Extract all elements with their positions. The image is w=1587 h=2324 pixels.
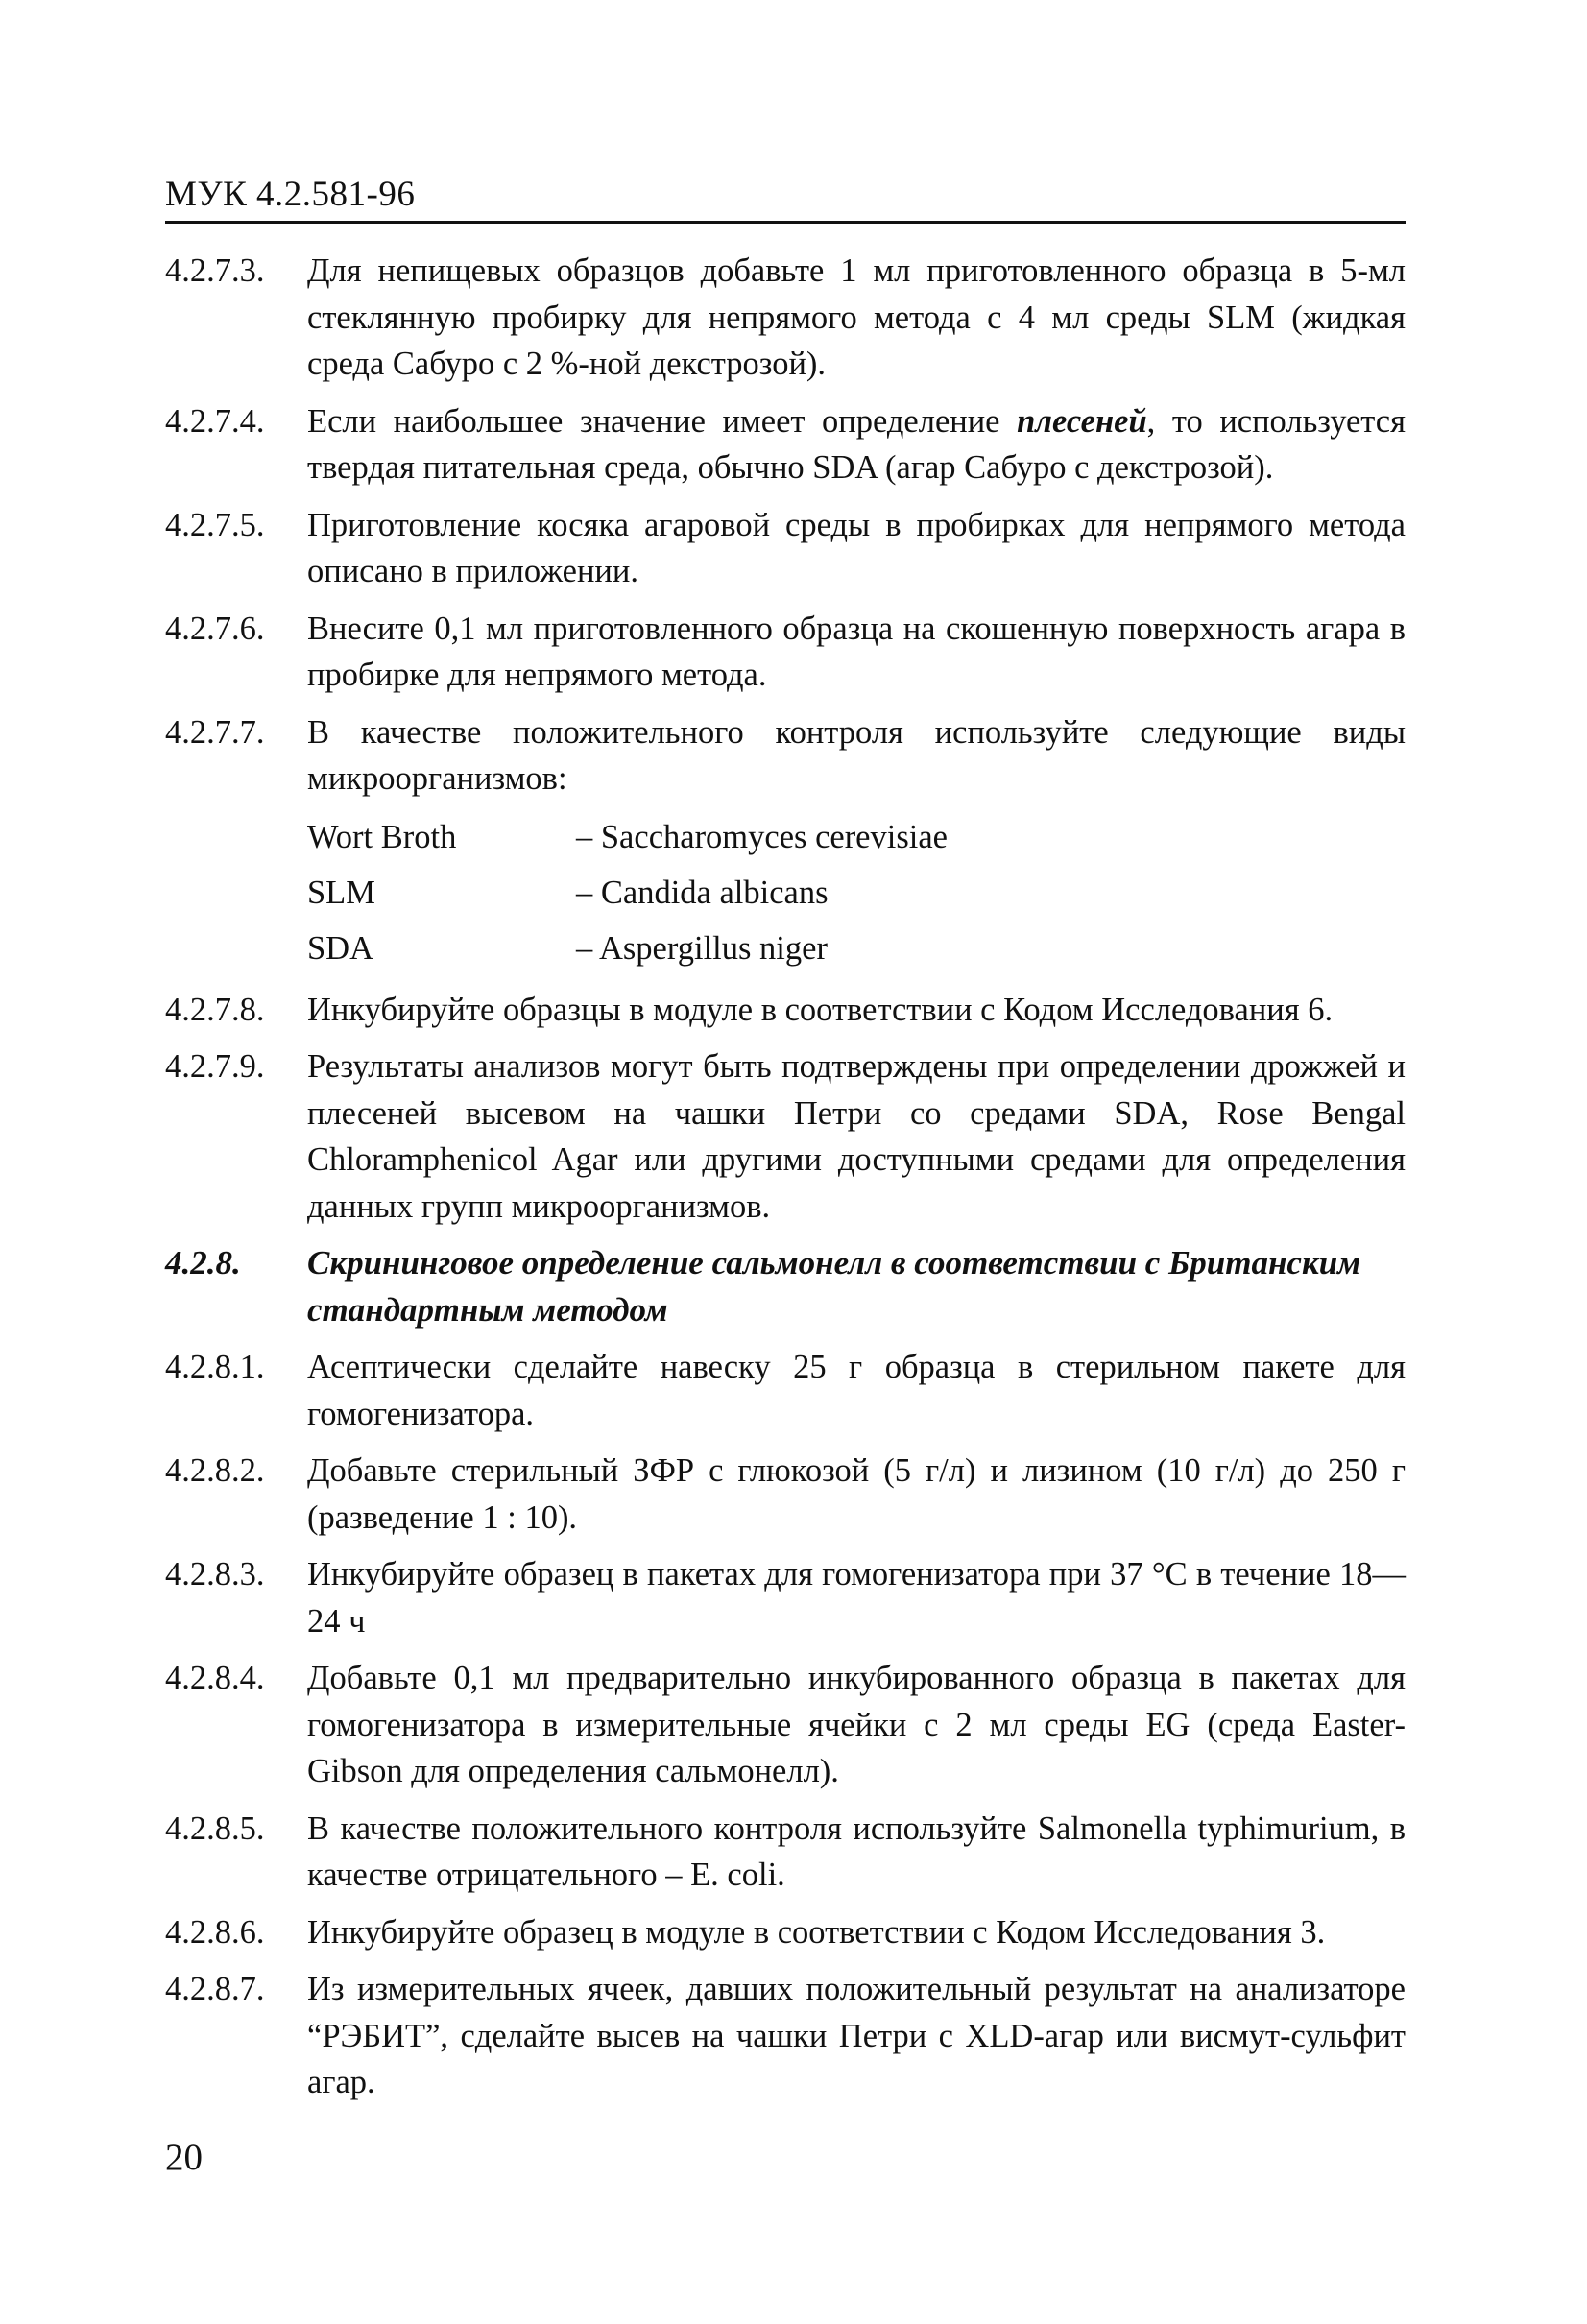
section-heading-4-2-8 — [165, 1240, 1406, 1333]
organism-name: – Saccharomyces cerevisiae — [576, 818, 948, 855]
paragraph-4-2-7-3 — [165, 248, 1406, 388]
paragraph-number: 4.2.8.2. — [165, 1452, 265, 1489]
emphasized-term: плесеней — [1017, 402, 1147, 440]
paragraph-text: Инкубируйте образцы в модуле в соответствии с Кодом Исследования 6. — [307, 991, 1334, 1028]
paragraph-number: 4.2.8.4. — [165, 1660, 265, 1696]
paragraph-4-2-8-2 — [165, 1448, 1406, 1541]
paragraph-number: 4.2.8.3. — [165, 1556, 265, 1593]
organism-row — [307, 865, 1406, 921]
paragraph-4-2-7-9 — [165, 1043, 1406, 1230]
paragraph-text: Добавьте 0,1 мл предварительно инкубированного образца в пакетах для гомогенизатора в измерительные ячейки с 2 мл среды EG (среда Easter-Gibson для определения сальмонелл). — [307, 1660, 1406, 1789]
paragraph-4-2-7-5 — [165, 502, 1406, 595]
paragraph-number: 4.2.8.7. — [165, 1971, 265, 2007]
paragraph-4-2-8-7 — [165, 1966, 1406, 2106]
paragraph-4-2-7-7 — [165, 709, 1406, 803]
page-content — [165, 248, 1406, 2117]
paragraph-number: 4.2.8.1. — [165, 1349, 265, 1385]
paragraph-number: 4.2.7.7. — [165, 713, 265, 751]
paragraph-number: 4.2.7.6. — [165, 610, 265, 647]
paragraph-number: 4.2.7.4. — [165, 402, 265, 440]
paragraph-4-2-8-1 — [165, 1344, 1406, 1437]
paragraph-text: Добавьте стерильный ЗФР с глюкозой (5 г/л) и лизином (10 г/л) до 250 г (разведение 1 : 10). — [307, 1452, 1406, 1536]
paragraph-4-2-8-6 — [165, 1909, 1406, 1956]
document-code: МУК 4.2.581-96 — [165, 175, 416, 214]
paragraph-text: В качестве положительного контроля используйте Salmonella typhimurium, в качестве отрицательного – E. coli. — [307, 1809, 1406, 1893]
medium-name: SDA — [307, 929, 374, 967]
organism-list — [307, 809, 1406, 976]
paragraph-text: Асептически сделайте навеску 25 г образца в стерильном пакете для гомогенизатора. — [307, 1349, 1406, 1432]
section-title: Скрининговое определение сальмонелл в соответствии с Британским стандартным методом — [307, 1244, 1361, 1329]
paragraph-text: Результаты анализов могут быть подтверждены при определении дрожжей и плесеней высевом на чашки Петри со средами SDA, Rose Bengal Chloramphenicol Agar или другими доступными средами для определения данных групп микроорганизмов. — [307, 1048, 1406, 1225]
paragraph-4-2-8-3 — [165, 1551, 1406, 1644]
paragraph-number: 4.2.8.5. — [165, 1809, 265, 1847]
paragraph-4-2-8-4 — [165, 1655, 1406, 1795]
paragraph-number: 4.2.7.3. — [165, 252, 265, 289]
paragraph-number: 4.2.7.5. — [165, 506, 265, 543]
paragraph-text: Из измерительных ячеек, давших положительный результат на анализаторе “РЭБИТ”, сделайте высев на чашки Петри с XLD-агар или висмут-сульфит агар. — [307, 1971, 1406, 2100]
paragraph-text: Приготовление косяка агаровой среды в пробирках для непрямого метода описано в приложении. — [307, 506, 1406, 589]
paragraph-text: В качестве положительного контроля используйте следующие виды микроорганизмов: — [307, 713, 1406, 797]
medium-name: SLM — [307, 874, 375, 911]
paragraph-number: 4.2.7.9. — [165, 1048, 265, 1085]
page-header — [165, 169, 1406, 224]
paragraph-4-2-8-5 — [165, 1806, 1406, 1899]
paragraph-number: 4.2.7.8. — [165, 991, 265, 1028]
organism-row — [307, 921, 1406, 976]
paragraph-number: 4.2.8.6. — [165, 1913, 265, 1951]
paragraph-text: Инкубируйте образец в пакетах для гомогенизатора при 37 °С в течение 18—24 ч — [307, 1556, 1406, 1640]
paragraph-text — [307, 398, 1406, 491]
paragraph-text: Инкубируйте образец в модуле в соответствии с Кодом Исследования 3. — [307, 1913, 1326, 1951]
organism-name: – Aspergillus niger — [576, 929, 828, 967]
paragraph-4-2-7-8 — [165, 987, 1406, 1034]
paragraph-4-2-7-6 — [165, 606, 1406, 699]
organism-row — [307, 809, 1406, 865]
page-number: 20 — [165, 2137, 203, 2178]
section-number: 4.2.8. — [165, 1244, 241, 1282]
paragraph-4-2-7-4 — [165, 398, 1406, 491]
paragraph-text: Внесите 0,1 мл приготовленного образца на скошенную поверхность агара в пробирке для непрямого метода. — [307, 610, 1406, 693]
text-part: Если наибольшее значение имеет определение — [307, 402, 1018, 440]
organism-name: – Candida albicans — [576, 874, 829, 911]
paragraph-text: Для непищевых образцов добавьте 1 мл приготовленного образца в 5-мл стеклянную пробирку для непрямого метода с 4 мл среды SLM (жидкая среда Сабуро с 2 %-ной декстрозой). — [307, 252, 1406, 382]
medium-name: Wort Broth — [307, 818, 457, 855]
text-part: , то используется твердая питательная среда, обычно SDA (агар Сабуро с декстрозой). — [307, 402, 1406, 486]
